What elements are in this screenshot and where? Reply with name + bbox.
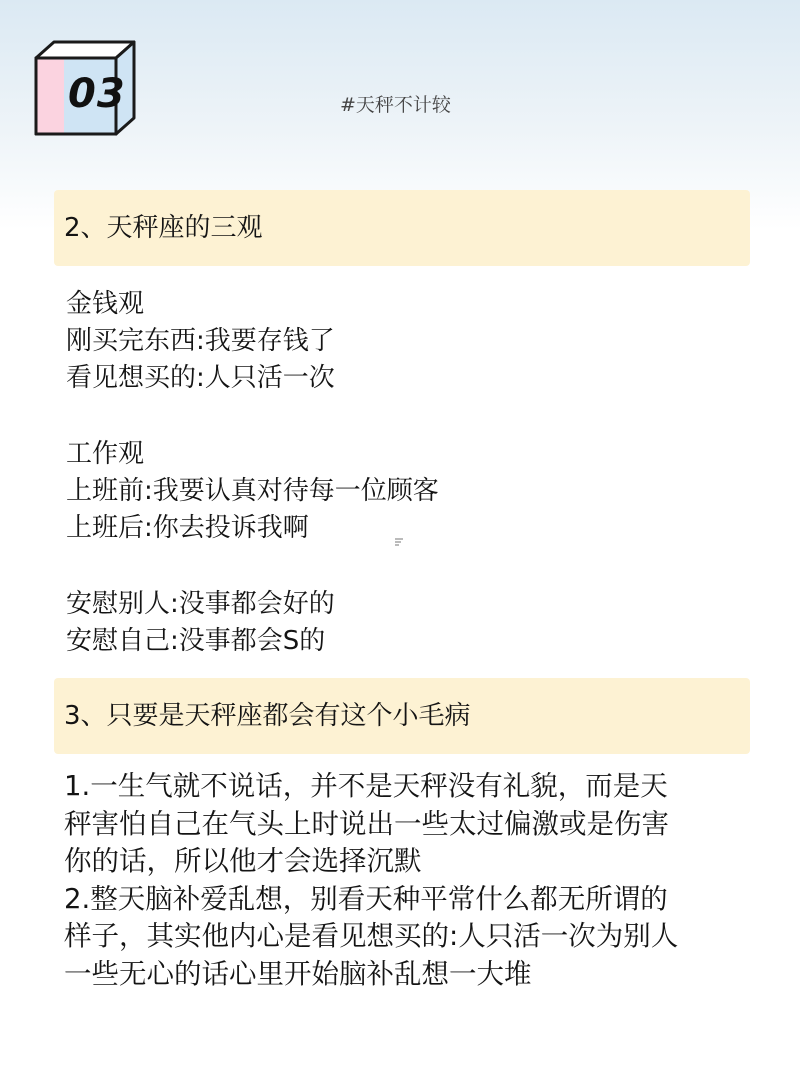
hashtag-topic: #天秤不计较: [340, 94, 451, 116]
text-line: 安慰别人:没事都会好的: [66, 589, 335, 619]
text-line: 1.一生气就不说话，并不是天秤没有礼貌，而是天: [64, 770, 668, 802]
text-line: 刚买完东西:我要存钱了: [66, 326, 335, 356]
money-view-block: [66, 286, 335, 397]
text-line: 一些无心的话心里开始脑补乱想一大堆: [64, 957, 532, 990]
text-line: 样子，其实他内心是看见想买的:人只活一次为别人: [64, 920, 679, 952]
text-line: 安慰自己:没事都会S的: [66, 626, 326, 656]
comfort-block: [66, 586, 335, 660]
section-header-habits: [54, 678, 750, 754]
text-line: 秤害怕自己在气头上时说出一些太过偏激或是伤害: [64, 807, 669, 840]
work-view-block: [66, 436, 439, 547]
text-line: 上班前:我要认真对待每一位顾客: [66, 476, 439, 506]
text-line: 工作观: [66, 439, 145, 469]
section-header-views: [54, 190, 750, 266]
text-line: 上班后:你去投诉我啊: [66, 513, 309, 543]
cursor-icon: [394, 538, 404, 546]
section-title: 2、天秤座的三观: [64, 213, 263, 243]
text-line: 金钱观: [66, 289, 145, 319]
text-line: 看见想买的:人只活一次: [66, 363, 335, 393]
text-line: 2.整天脑补爱乱想，别看天种平常什么都无所谓的: [64, 882, 668, 915]
text-line: 你的话，所以他才会选择沉默: [64, 845, 422, 877]
habits-paragraph: [64, 768, 754, 993]
badge-number: 03: [68, 71, 126, 117]
section-number-badge: [34, 40, 136, 136]
section-title: 3、只要是天秤座都会有这个小毛病: [64, 701, 471, 731]
